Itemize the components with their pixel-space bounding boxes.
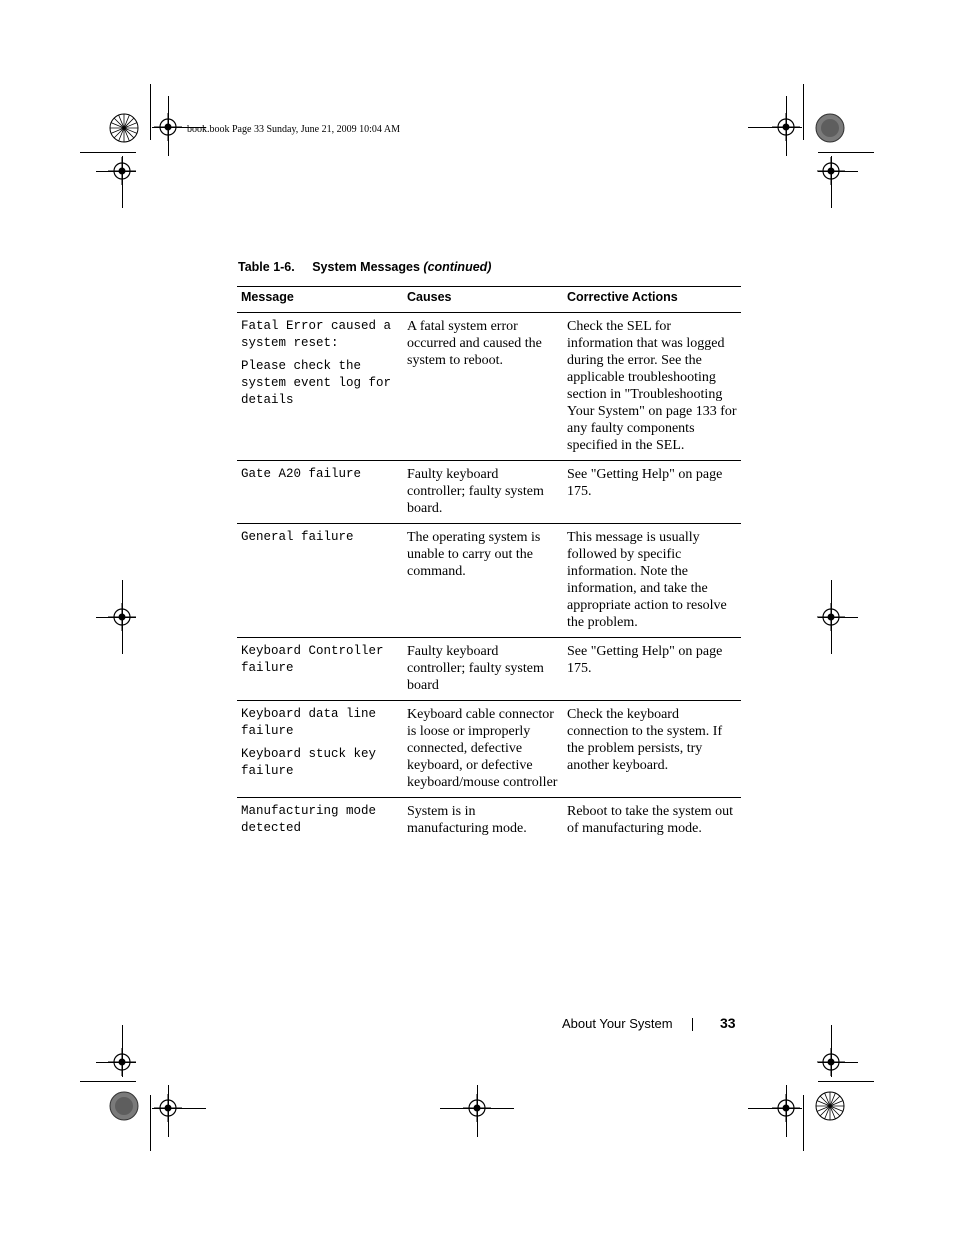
table-number: Table 1-6. (238, 260, 295, 274)
actions-cell: See "Getting Help" on page 175. (563, 638, 741, 701)
message-text: General failure (241, 530, 354, 544)
table-row (237, 701, 741, 798)
table-header-row (237, 287, 741, 313)
registration-target-icon (817, 603, 845, 631)
grey-disc-icon (815, 113, 845, 143)
causes-cell: A fatal system error occurred and caused the system to reboot. (403, 313, 563, 461)
message-text: Manufacturing mode detected (241, 804, 384, 835)
actions-cell: Check the keyboard connection to the system. If the problem persists, try another keyboard. (563, 701, 741, 798)
registration-target-icon (108, 1048, 136, 1076)
table-continued: (continued) (423, 260, 492, 274)
registration-target-icon (817, 157, 845, 185)
footer-section-title: About Your System (562, 1016, 673, 1031)
message-cell (237, 701, 403, 798)
registration-target-icon (772, 113, 800, 141)
table-row (237, 798, 741, 844)
table-row (237, 638, 741, 701)
registration-target-icon (154, 1094, 182, 1122)
message-cell (237, 313, 403, 461)
registration-target-icon (108, 603, 136, 631)
actions-cell: See "Getting Help" on page 175. (563, 461, 741, 524)
message-cell (237, 798, 403, 844)
message-cell (237, 524, 403, 638)
column-header-actions: Corrective Actions (563, 287, 741, 313)
message-text: Fatal Error caused a system reset: (241, 319, 399, 350)
causes-cell: Keyboard cable connector is loose or improperly connected, defective keyboard, or defective keyboard/mouse controller (403, 701, 563, 798)
causes-cell: Faulty keyboard controller; faulty system board. (403, 461, 563, 524)
registration-target-icon (772, 1094, 800, 1122)
print-header: book.book Page 33 Sunday, June 21, 2009 10:04 AM (187, 124, 400, 135)
registration-target-icon (154, 113, 182, 141)
grey-disc-icon (109, 1091, 139, 1121)
actions-cell: This message is usually followed by specific information. Note the information, and take the appropriate action to resolve the problem. (563, 524, 741, 638)
actions-cell: Reboot to take the system out of manufacturing mode. (567, 804, 734, 836)
table-title: System Messages (312, 260, 420, 274)
registration-target-icon (463, 1094, 491, 1122)
table-row (237, 313, 741, 461)
message-cell (237, 638, 403, 701)
table-caption (238, 260, 491, 274)
message-text: Keyboard Controller failure (241, 644, 392, 675)
message-text: Keyboard stuck key failure (241, 747, 384, 778)
causes-cell: Faulty keyboard controller; faulty system board (403, 638, 563, 701)
table-row (237, 524, 741, 638)
system-messages-table (237, 286, 741, 843)
page-number: 33 (720, 1015, 736, 1031)
column-header-causes: Causes (403, 287, 563, 313)
table-row (237, 461, 741, 524)
starburst-icon (815, 1091, 845, 1121)
registration-target-icon (817, 1048, 845, 1076)
registration-target-icon (108, 157, 136, 185)
causes-cell: The operating system is unable to carry out the command. (403, 524, 563, 638)
actions-cell: Check the SEL for information that was logged during the error. See the applicable troubleshooting section in "Troubleshooting Your System" on page 133 for any faulty components specified in the SEL. (563, 313, 741, 461)
causes-cell: System is in manufacturing mode. (407, 804, 527, 836)
message-text: Keyboard data line failure (241, 707, 384, 738)
message-cell (237, 461, 403, 524)
message-text: Please check the system event log for details (241, 359, 399, 407)
footer-divider (692, 1018, 693, 1031)
message-text: Gate A20 failure (241, 467, 362, 481)
column-header-message: Message (237, 287, 403, 313)
starburst-icon (109, 113, 139, 143)
